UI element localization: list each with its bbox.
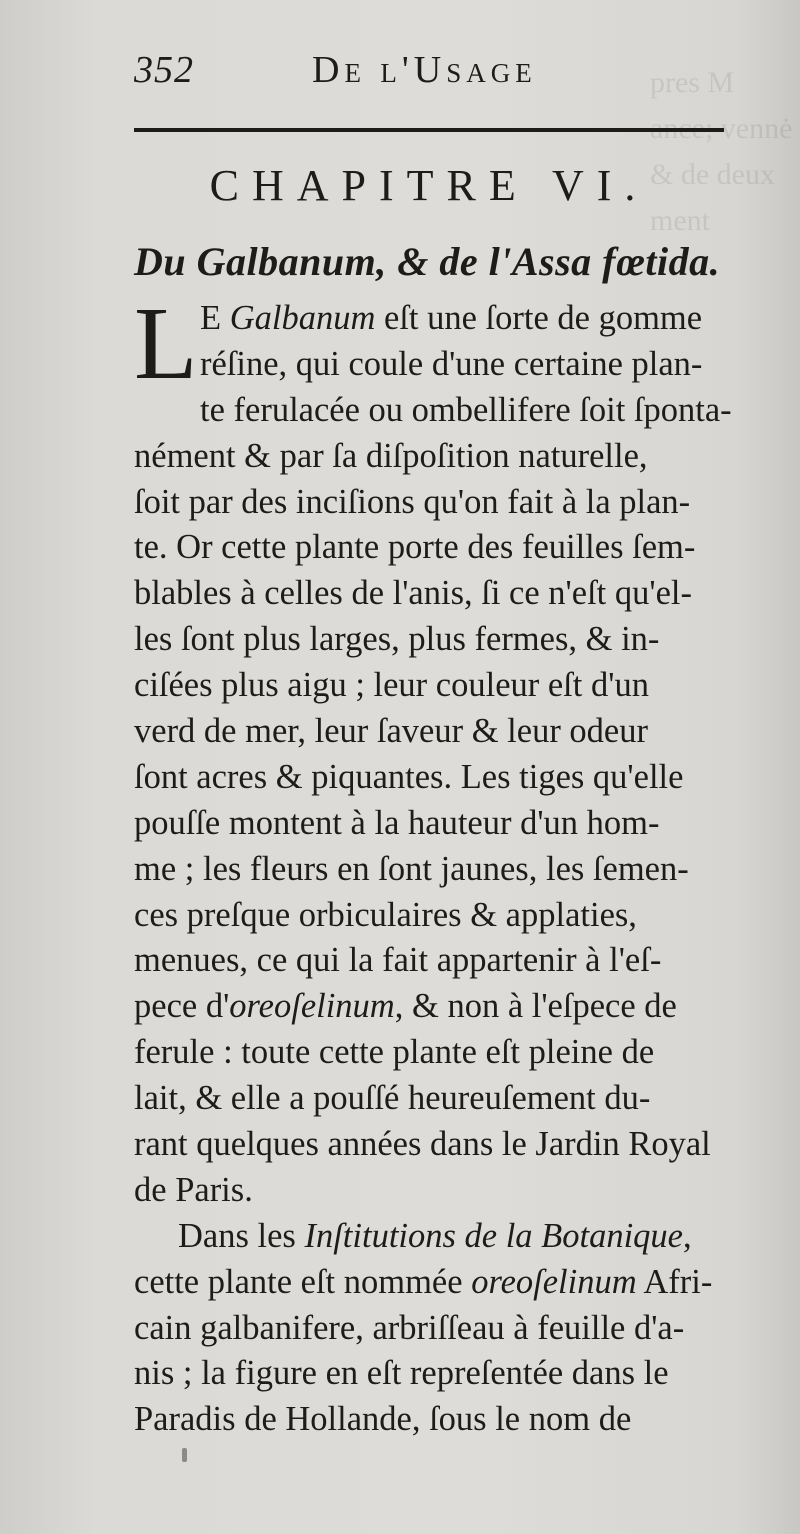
page-header bbox=[134, 44, 724, 104]
text-run: réſine, qui coule d'une certaine plan- bbox=[200, 344, 703, 383]
text-run: ſont acres & piquantes. Les tiges qu'elle bbox=[134, 757, 684, 796]
text-run: Dans les bbox=[178, 1216, 305, 1255]
text-run: Afri- bbox=[636, 1262, 713, 1301]
text-line bbox=[134, 663, 774, 709]
text-line bbox=[134, 1306, 774, 1352]
text-line bbox=[134, 938, 774, 984]
text-line bbox=[134, 388, 774, 434]
text-line bbox=[134, 847, 774, 893]
text-run: eſt une ſorte de gomme bbox=[375, 299, 703, 337]
text-line bbox=[134, 296, 774, 342]
text-line bbox=[134, 571, 774, 617]
text-run: ferule : toute cette plante eſt pleine de bbox=[134, 1033, 655, 1072]
text-line bbox=[134, 755, 774, 801]
text-line bbox=[134, 525, 774, 571]
text-run: cette plante eſt nommée bbox=[134, 1262, 472, 1301]
running-head: De l'Usage bbox=[312, 49, 537, 91]
text-run: nément & par ſa diſpoſition naturelle, bbox=[134, 436, 648, 475]
text-line bbox=[134, 1260, 774, 1306]
header-rule bbox=[134, 128, 724, 132]
text-line bbox=[134, 1122, 774, 1168]
chapter-subtitle: Du Galbanum, & de l'Assa fœtida. bbox=[134, 239, 721, 284]
italic-term: oreoſelinum bbox=[229, 987, 395, 1026]
text-run: ces preſque orbiculaires & applaties, bbox=[134, 895, 637, 934]
text-line bbox=[134, 1351, 774, 1397]
text-line bbox=[134, 617, 774, 663]
text-line bbox=[134, 1076, 774, 1122]
text-run: , & non à l'eſpece de bbox=[394, 987, 677, 1026]
page-number: 352 bbox=[134, 49, 194, 91]
text-line bbox=[134, 801, 774, 847]
text-line bbox=[134, 893, 774, 939]
text-run: E bbox=[200, 299, 230, 337]
text-run: ciſées plus aigu ; leur couleur eſt d'un bbox=[134, 666, 649, 705]
text-run: te ferulacée ou ombellifere ſoit ſponta- bbox=[200, 390, 732, 429]
text-line bbox=[134, 1030, 774, 1076]
text-run: pece d' bbox=[134, 987, 230, 1026]
text-line bbox=[134, 984, 774, 1030]
text-run: , bbox=[683, 1216, 692, 1255]
body-text bbox=[134, 286, 774, 1443]
text-line bbox=[134, 1397, 774, 1443]
text-run: les ſont plus larges, plus fermes, & in- bbox=[134, 620, 660, 659]
text-run: Paradis de Hollande, ſous le nom de bbox=[134, 1400, 632, 1439]
text-line bbox=[134, 342, 774, 388]
text-line bbox=[134, 709, 774, 755]
text-run: lait, & elle a pouſſé heureuſement du- bbox=[134, 1079, 651, 1118]
drop-cap: L bbox=[134, 286, 198, 401]
text-line bbox=[134, 1214, 774, 1260]
text-run: pouſſe montent à la hauteur d'un hom- bbox=[134, 803, 660, 842]
italic-term: oreoſelinum bbox=[471, 1262, 637, 1301]
ink-mark bbox=[182, 1448, 187, 1462]
text-run: me ; les fleurs en ſont jaunes, les ſemen- bbox=[134, 849, 689, 888]
paragraph-1 bbox=[134, 286, 774, 1214]
text-line bbox=[134, 480, 774, 526]
paragraph-2 bbox=[134, 1214, 774, 1443]
italic-term: Inſtitutions de la Botanique bbox=[304, 1216, 683, 1255]
text-run: de Paris. bbox=[134, 1170, 253, 1209]
bleed-through: pres M ance; vennė & de deux ment bbox=[650, 66, 793, 237]
text-run: blables à celles de l'anis, ſi ce n'eſt qu'el- bbox=[134, 574, 692, 613]
text-run: te. Or cette plante porte des feuilles ſem- bbox=[134, 528, 696, 567]
text-run: rant quelques années dans le Jardin Royal bbox=[134, 1125, 711, 1164]
text-line bbox=[134, 1168, 774, 1214]
text-run: menues, ce qui la fait appartenir à l'eſ- bbox=[134, 941, 662, 980]
text-run: cain galbanifere, arbriſſeau à feuille d'a- bbox=[134, 1308, 685, 1347]
italic-term: Galbanum bbox=[229, 299, 376, 337]
text-line bbox=[134, 434, 774, 480]
text-run: verd de mer, leur ſaveur & leur odeur bbox=[134, 712, 648, 751]
chapter-title: CHAPITRE VI. bbox=[209, 161, 649, 210]
text-run: ſoit par des inciſions qu'on fait à la plan- bbox=[134, 482, 691, 521]
text-run: nis ; la figure en eſt repreſentée dans le bbox=[134, 1354, 669, 1393]
